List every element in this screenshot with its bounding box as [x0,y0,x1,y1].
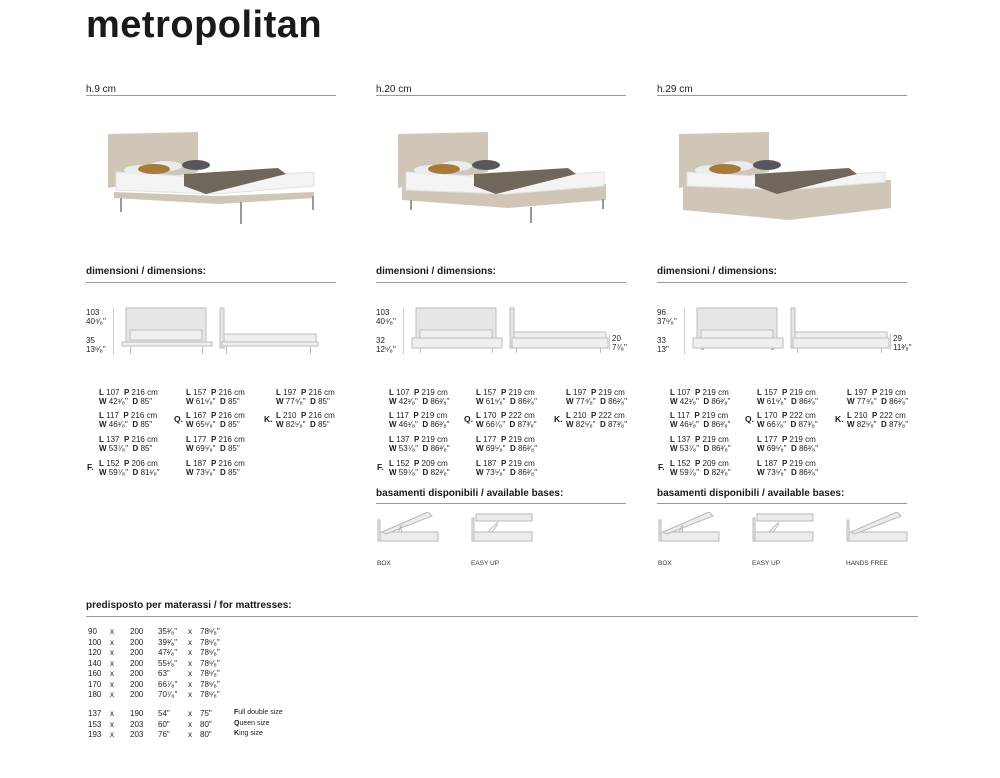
bases-heading: basamenti disponibili / available bases: [657,488,845,499]
size-entry: L 170 P 222 cm W 66⁷⁄₈" D 87³⁄₈" [757,411,818,429]
side-height-cm: 29 [893,334,902,343]
depth-label: P [413,411,419,420]
length-label: L [847,388,852,397]
depth-in-label: D [132,444,139,453]
dimensions-heading: dimensioni / dimensions: [657,266,778,277]
length-label: L [476,411,481,420]
depth-in-label: D [881,397,887,406]
base-height-in: 13" [657,345,669,354]
depth-label: P [210,411,217,420]
width-label: W [670,468,678,477]
size-entry: L 107 P 216 cm W 42¹⁄₈" D 85" [99,388,158,406]
depth-label: P [694,388,701,397]
depth-in-label: D [422,468,429,477]
depth-label: P [210,435,217,444]
size-entry: L 197 P 216 cm W 77⁴⁄₈" D 85" [276,388,335,406]
length-label: L [670,388,675,397]
size-entry: L 197 P 219 cm W 77⁴⁄₈" D 86²⁄₈" [847,388,909,406]
width-label: W [186,468,194,477]
depth-label: P [123,435,130,444]
depth-label: P [500,459,507,468]
depth-label: P [781,459,788,468]
length-label: L [99,459,104,468]
size-entry: L 177 P 219 cm W 69⁵⁄₈" D 86²⁄₈" [476,435,538,453]
depth-label: P [123,388,130,397]
bases-heading: basamenti disponibili / available bases: [376,488,564,499]
height-label: h.9 cm [86,84,117,95]
length-label: L [186,388,191,397]
width-label: W [389,468,397,477]
width-label: W [670,397,678,406]
depth-label: P [123,411,129,420]
width-label: W [389,397,397,406]
size-entry: L 157 P 219 cm W 61⁶⁄₈" D 86²⁄₈" [476,388,538,406]
depth-in-label: D [509,420,516,429]
width-label: W [847,420,855,429]
depth-in-label: D [132,397,139,406]
width-label: W [847,397,855,406]
width-label: W [99,444,107,453]
size-entry: L 177 P 219 cm W 69⁵⁄₈" D 86²⁄₈" [757,435,819,453]
length-label: L [186,411,191,420]
width-label: W [566,420,574,429]
depth-label: P [123,459,130,468]
depth-in-label: D [132,468,139,477]
size-entry: L 210 P 222 cm W 82⁵⁄₈" D 87³⁄₈" [847,411,909,429]
base-height-cm: 33 [657,336,666,345]
total-height-cm: 103 [376,308,390,317]
total-height-in: 40⁴⁄₈" [376,317,396,326]
height-label: h.29 cm [657,84,693,95]
dimensions-heading: dimensioni / dimensions: [376,266,497,277]
side-height-in: 7⁷⁄₈" [612,343,627,352]
technical-drawing [685,306,895,356]
height-label: h.20 cm [376,84,412,95]
base-label: EASY UP [471,560,500,567]
size-entry: L 117 P 219 cm W 46¹⁄₈" D 86²⁄₈" [389,411,450,429]
length-label: L [476,459,481,468]
depth-in-label: D [219,420,226,429]
depth-in-label: D [422,397,429,406]
depth-label: P [413,435,420,444]
base-label: BOX [658,560,672,567]
length-label: L [476,435,481,444]
width-label: W [99,397,107,406]
depth-label: P [871,411,878,420]
length-label: L [99,411,104,420]
size-prefix: Q. [464,414,473,424]
size-prefix: Q. [174,414,183,424]
length-label: L [389,459,394,468]
length-label: L [670,459,675,468]
size-entry: L 210 P 216 cm W 82⁵⁄₈" D 85" [276,411,335,429]
depth-label: P [871,388,878,397]
depth-in-label: D [509,468,516,477]
total-height-cm: 96 [657,308,666,317]
depth-label: P [590,411,597,420]
depth-label: P [781,411,788,420]
depth-in-label: D [132,420,139,429]
base-label: HANDS FREE [846,560,888,567]
dimensions-rule [86,282,336,283]
base-box-icon [376,512,440,546]
size-prefix: F. [377,462,384,472]
total-height-in: 40⁴⁄₈" [86,317,106,326]
depth-in-label: D [599,420,606,429]
size-entry: L 152 P 209 cm W 59⁷⁄₈" D 82²⁄₈" [389,459,450,477]
size-entry: L 170 P 222 cm W 66⁷⁄₈" D 87³⁄₈" [476,411,537,429]
width-label: W [757,444,765,453]
size-entry: L 210 P 222 cm W 82⁵⁄₈" D 87³⁄₈" [566,411,628,429]
length-label: L [566,388,571,397]
depth-label: P [694,435,701,444]
length-label: L [389,411,394,420]
height-rule [86,95,336,96]
width-label: W [757,468,765,477]
base-height-cm: 35 [86,336,95,345]
depth-in-label: D [790,468,797,477]
size-entry: L 137 P 216 cm W 53⁷⁄₈" D 85" [99,435,158,453]
width-label: W [99,468,107,477]
size-prefix: K. [835,414,844,424]
depth-label: P [413,388,420,397]
total-height-in: 37⁶⁄₈" [657,317,677,326]
depth-in-label: D [703,397,710,406]
width-label: W [566,397,574,406]
size-entry: L 117 P 219 cm W 46¹⁄₈" D 86²⁄₈" [670,411,731,429]
width-label: W [186,444,194,453]
depth-in-label: D [703,444,710,453]
width-label: W [276,420,284,429]
depth-in-label: D [219,444,226,453]
size-entry: L 157 P 216 cm W 61⁶⁄₈" D 85" [186,388,245,406]
bed-photo [677,128,897,228]
size-entry: L 107 P 219 cm W 42¹⁄₈" D 86²⁄₈" [670,388,731,406]
size-entry: L 167 P 216 cm W 65⁶⁄₈" D 85" [186,411,245,429]
length-label: L [389,435,394,444]
length-label: L [99,388,104,397]
depth-in-label: D [790,420,797,429]
mattresses-heading: predisposto per materassi / for mattresses: [86,600,292,611]
size-entry: L 137 P 219 cm W 53⁷⁄₈" D 86²⁄₈" [389,435,450,453]
technical-drawing [404,306,614,356]
width-label: W [476,444,484,453]
technical-drawing [114,306,324,356]
width-label: W [186,397,194,406]
size-prefix: F. [87,462,94,472]
base-box-icon [657,512,721,546]
size-entry: L 197 P 219 cm W 77⁴⁄₈" D 86²⁄₈" [566,388,628,406]
length-label: L [670,435,675,444]
size-entry: L 177 P 216 cm W 69⁵⁄₈" D 85" [186,435,245,453]
side-height-in: 11³⁄₈" [893,343,912,352]
mattresses-rule [86,616,918,617]
depth-label: P [781,435,788,444]
depth-label: P [694,411,700,420]
depth-label: P [500,435,507,444]
size-entry: L 187 P 219 cm W 73⁵⁄₈" D 86²⁄₈" [476,459,538,477]
depth-in-label: D [703,468,710,477]
dimensions-rule [376,282,626,283]
height-rule [376,95,626,96]
depth-label: P [694,459,701,468]
depth-label: P [300,411,307,420]
base-easy-up-icon [751,512,815,546]
depth-in-label: D [309,420,316,429]
width-label: W [476,468,484,477]
depth-label: P [413,459,420,468]
width-label: W [670,444,678,453]
width-label: W [476,397,484,406]
length-label: L [757,435,762,444]
size-entry: L 187 P 216 cm W 73⁵⁄₈" D 85" [186,459,245,477]
length-label: L [757,459,762,468]
depth-label: P [210,459,217,468]
dimensions-heading: dimensioni / dimensions: [86,266,207,277]
base-label: EASY UP [752,560,781,567]
width-label: W [389,444,397,453]
width-label: W [757,420,765,429]
side-height-cm: 20 [612,334,621,343]
width-label: W [186,420,194,429]
depth-label: P [300,388,307,397]
size-prefix: K. [264,414,273,424]
total-height-cm: 103 [86,308,100,317]
size-entry: L 117 P 216 cm W 46¹⁄₈" D 85" [99,411,158,429]
length-label: L [566,411,571,420]
length-label: L [186,435,191,444]
size-prefix: K. [554,414,563,424]
side-dimension-line [890,334,891,350]
height-rule [657,95,907,96]
depth-in-label: D [422,444,429,453]
depth-in-label: D [509,444,516,453]
size-entry: L 187 P 219 cm W 73⁵⁄₈" D 86²⁄₈" [757,459,819,477]
depth-label: P [590,388,597,397]
depth-in-label: D [509,397,516,406]
length-label: L [670,411,675,420]
length-label: L [389,388,394,397]
base-height-in: 13⁶⁄₈" [86,345,106,354]
length-label: L [99,435,104,444]
length-label: L [276,388,281,397]
bases-rule [376,503,626,504]
depth-in-label: D [600,397,606,406]
depth-label: P [210,388,217,397]
bases-rule [657,503,907,504]
width-label: W [276,397,284,406]
base-hands-free-icon [845,512,909,546]
page-title: metropolitan [86,4,323,46]
bed-photo [106,128,326,228]
base-easy-up-icon [470,512,534,546]
depth-in-label: D [310,397,316,406]
base-height-cm: 32 [376,336,385,345]
size-entry: L 107 P 219 cm W 42¹⁄₈" D 86²⁄₈" [389,388,450,406]
depth-in-label: D [422,420,429,429]
length-label: L [276,411,281,420]
length-label: L [757,388,762,397]
depth-in-label: D [219,468,226,477]
width-label: W [389,420,397,429]
width-label: W [670,420,678,429]
base-label: BOX [377,560,391,567]
length-label: L [757,411,762,420]
width-label: W [99,420,107,429]
depth-in-label: D [880,420,887,429]
length-label: L [847,411,852,420]
side-dimension-line [609,334,610,350]
width-label: W [757,397,765,406]
base-height-in: 12⁵⁄₈" [376,345,396,354]
depth-in-label: D [703,420,710,429]
size-entry: L 152 P 209 cm W 59⁷⁄₈" D 82²⁄₈" [670,459,731,477]
bed-photo [396,128,616,228]
depth-label: P [781,388,788,397]
depth-in-label: D [219,397,226,406]
size-entry: L 157 P 219 cm W 61⁶⁄₈" D 86²⁄₈" [757,388,819,406]
size-entry: L 137 P 219 cm W 53⁷⁄₈" D 86²⁄₈" [670,435,731,453]
size-prefix: Q. [745,414,754,424]
dimensions-rule [657,282,907,283]
width-label: W [476,420,484,429]
length-label: L [186,459,191,468]
depth-in-label: D [790,397,797,406]
depth-in-label: D [790,444,797,453]
size-prefix: F. [658,462,665,472]
size-entry: L 152 P 206 cm W 59⁷⁄₈" D 81¹⁄₈" [99,459,160,477]
depth-label: P [500,411,507,420]
length-label: L [476,388,481,397]
depth-label: P [500,388,507,397]
